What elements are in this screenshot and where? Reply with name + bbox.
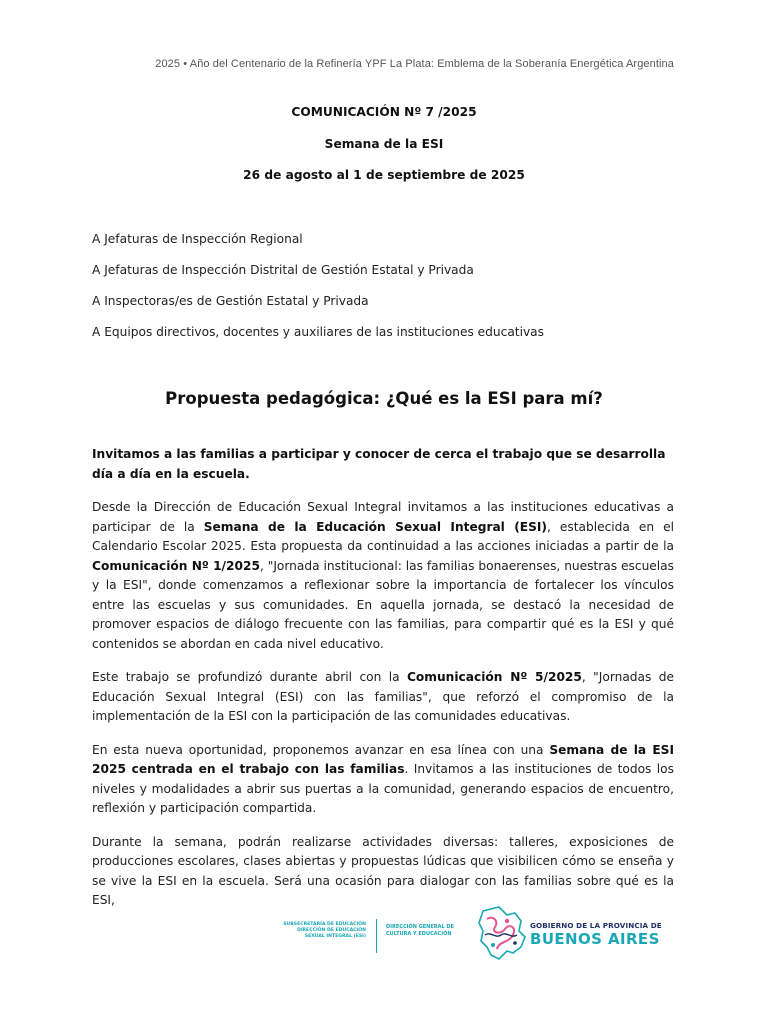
gobierno-logo-text: GOBIERNO DE LA PROVINCIA DE BUENOS AIRES bbox=[530, 921, 662, 948]
lead-paragraph: Invitamos a las familias a participar y conocer de cerca el trabajo que se desarrolla día a día en la escuela. bbox=[92, 447, 666, 481]
paragraph-1: Desde la Dirección de Educación Sexual Integral invitamos a las instituciones educativas a participar de la Semana de la Educación Sexual Integral (ESI), establecida en el Calendario Escolar 2025. Esta propuesta da continuidad a las acciones iniciadas a partir de la Comunicación Nº 1/2025, "Jornada institucional: las familias bonaerenses, nuestras escuelas y la ESI", donde comenzamos a reflexionar sobre la importancia de fortalecer los vínculos entre las escuelas y sus comunidades. En aquella jornada, se destacó la necesidad de promover espacios de diálogo frecuente con las familias, para compartir qué es la ESI y qué contenidos se abordan en cada nivel educativo. bbox=[92, 500, 675, 651]
subsecretaria-logo-text: SUBSECRETARÍA DE EDUCACIÓN DIRECCIÓN DE EDUCACIÓN SEXUAL INTEGRAL (ESI) bbox=[283, 922, 366, 940]
document-body bbox=[92, 445, 674, 925]
recipient-line: A Jefaturas de Inspección Distrital de Gestión Estatal y Privada bbox=[92, 263, 474, 277]
communication-subject: Semana de la ESI bbox=[324, 137, 444, 151]
header-note: 2025 • Año del Centenario de la Refinería YPF La Plata: Emblema de la Soberanía Energética Argentina bbox=[155, 58, 674, 70]
communication-number: COMUNICACIÓN Nº 7 /2025 bbox=[291, 105, 477, 119]
recipient-line: A Inspectoras/es de Gestión Estatal y Privada bbox=[92, 294, 369, 308]
paragraph-3: En esta nueva oportunidad, proponemos avanzar en esa línea con una Semana de la ESI 2025 centrada en el trabajo con las familias. Invitamos a las instituciones de todos los niveles y modalidades a abrir sus puertas a la comunidad, generando espacios de encuentro, reflexión y participación compartida. bbox=[92, 742, 674, 815]
recipients-list bbox=[92, 231, 692, 355]
dgcye-logo-text: DIRECCIÓN GENERAL DE CULTURA Y EDUCACIÓN bbox=[386, 924, 454, 937]
footer-logos bbox=[272, 905, 672, 975]
communication-dates: 26 de agosto al 1 de septiembre de 2025 bbox=[243, 168, 525, 182]
paragraph-4: Durante la semana, podrán realizarse actividades diversas: talleres, exposiciones de producciones escolares, clases abiertas y propuestas lúdicas que visibilicen cómo se enseña y se vive la ESI en la escuela. Será una ocasión para dialogar con las familias sobre qué es la ESI, bbox=[92, 834, 674, 907]
province-map-icon bbox=[477, 905, 527, 965]
recipient-line: A Jefaturas de Inspección Regional bbox=[92, 232, 303, 246]
footer-divider bbox=[376, 919, 377, 953]
proposal-title: Propuesta pedagógica: ¿Qué es la ESI para mí? bbox=[165, 389, 603, 408]
recipient-line: A Equipos directivos, docentes y auxiliares de las instituciones educativas bbox=[92, 325, 544, 339]
paragraph-2: Este trabajo se profundizó durante abril con la Comunicación Nº 5/2025, "Jornadas de Educación Sexual Integral (ESI) con las familias", que reforzó el compromiso de la implementación de la ESI con la participación de las comunidades educativas. bbox=[92, 670, 674, 723]
